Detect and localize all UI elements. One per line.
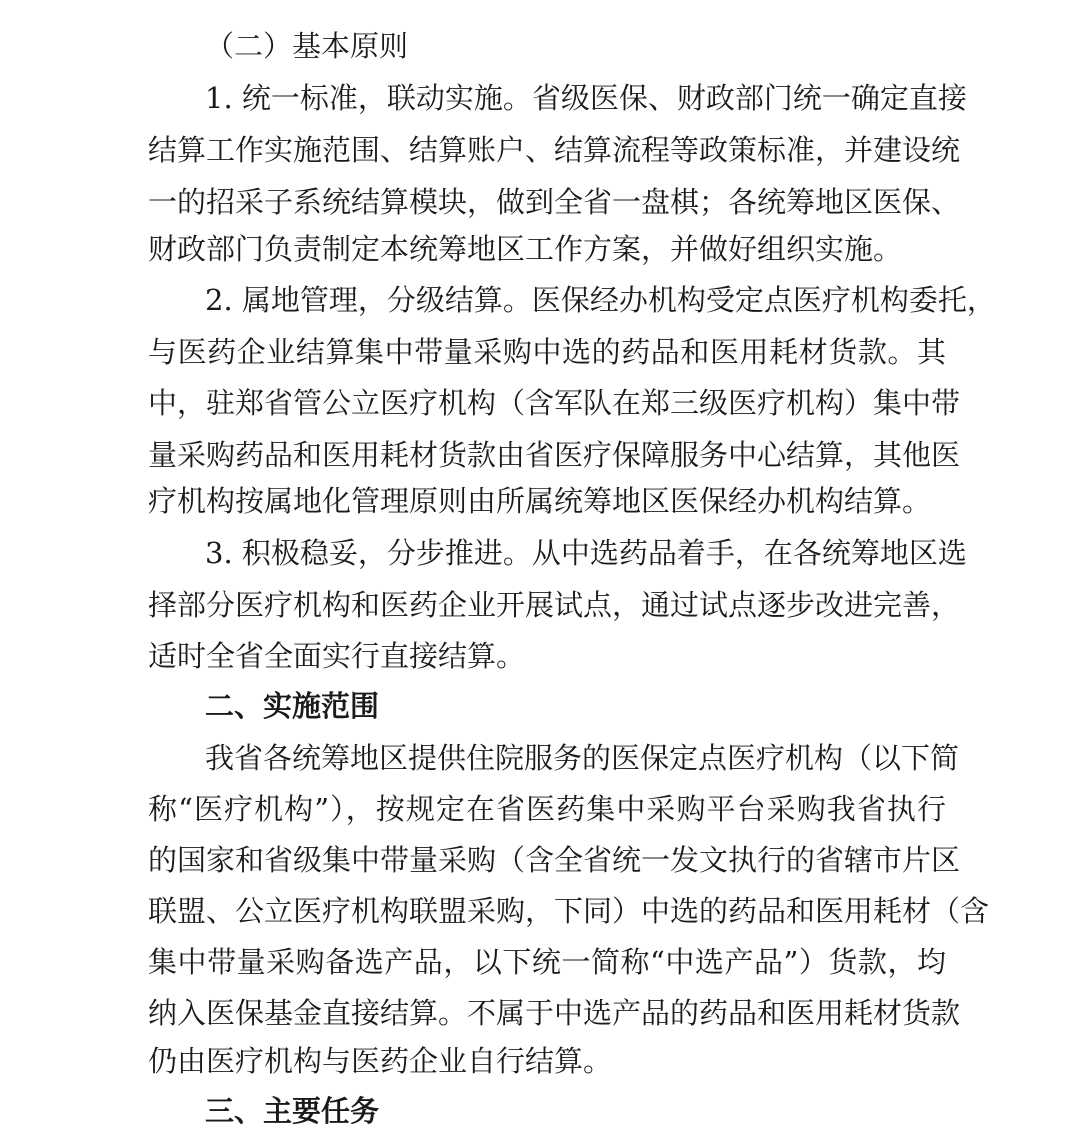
subheading-basic-principles: （二）基本原则 xyxy=(205,29,409,63)
principle3-line-3: 适时全省全面实行直接结算。 xyxy=(148,639,526,673)
section2-line-3: 的国家和省级集中带量采购（含全省统一发文执行的省辖市片区 xyxy=(148,843,961,877)
section2-heading: 二、实施范围 xyxy=(205,689,380,723)
principle2-line-3: 中，驻郑省管公立医疗机构（含军队在郑三级医疗机构）集中带 xyxy=(148,386,961,420)
section2-line-2: 称“医疗机构”），按规定在省医药集中采购平台采购我省执行 xyxy=(148,792,946,826)
section2-line-1: 我省各统筹地区提供住院服务的医保定点医疗机构（以下简 xyxy=(205,741,960,775)
section2-line-4: 联盟、公立医疗机构联盟采购，下同）中选的药品和医用耗材（含 xyxy=(148,894,990,928)
principle2-line-5: 疗机构按属地化管理原则由所属统筹地区医保经办机构结算。 xyxy=(148,484,932,518)
principle2-line-2: 与医药企业结算集中带量采购中选的药品和医用耗材货款。其 xyxy=(148,335,946,369)
section2-line-7: 仍由医疗机构与医药企业自行结算。 xyxy=(148,1044,613,1078)
principle1-line-2: 结算工作实施范围、结算账户、结算流程等政策标准，并建设统 xyxy=(148,133,961,167)
principle1-line-3: 一的招采子系统结算模块，做到全省一盘棋；各统筹地区医保、 xyxy=(148,185,961,219)
principle3-line-1: 3. 积极稳妥，分步推进。从中选药品着手，在各统筹地区选 xyxy=(205,536,967,570)
principle2-line-4: 量采购药品和医用耗材货款由省医疗保障服务中心结算，其他医 xyxy=(148,438,961,472)
principle3-line-2: 择部分医疗机构和医药企业开展试点，通过试点逐步改进完善， xyxy=(148,588,961,622)
section3-heading: 三、主要任务 xyxy=(205,1094,380,1128)
section2-line-5: 集中带量采购备选产品，以下统一简称“中选产品”）货款，均 xyxy=(148,945,946,979)
principle1-line-1: 1. 统一标准，联动实施。省级医保、财政部门统一确定直接 xyxy=(205,81,967,115)
section2-line-6: 纳入医保基金直接结算。不属于中选产品的药品和医用耗材货款 xyxy=(148,996,961,1030)
principle2-line-1: 2. 属地管理，分级结算。医保经办机构受定点医疗机构委托， xyxy=(205,283,996,317)
principle1-line-4: 财政部门负责制定本统筹地区工作方案，并做好组织实施。 xyxy=(148,232,903,266)
